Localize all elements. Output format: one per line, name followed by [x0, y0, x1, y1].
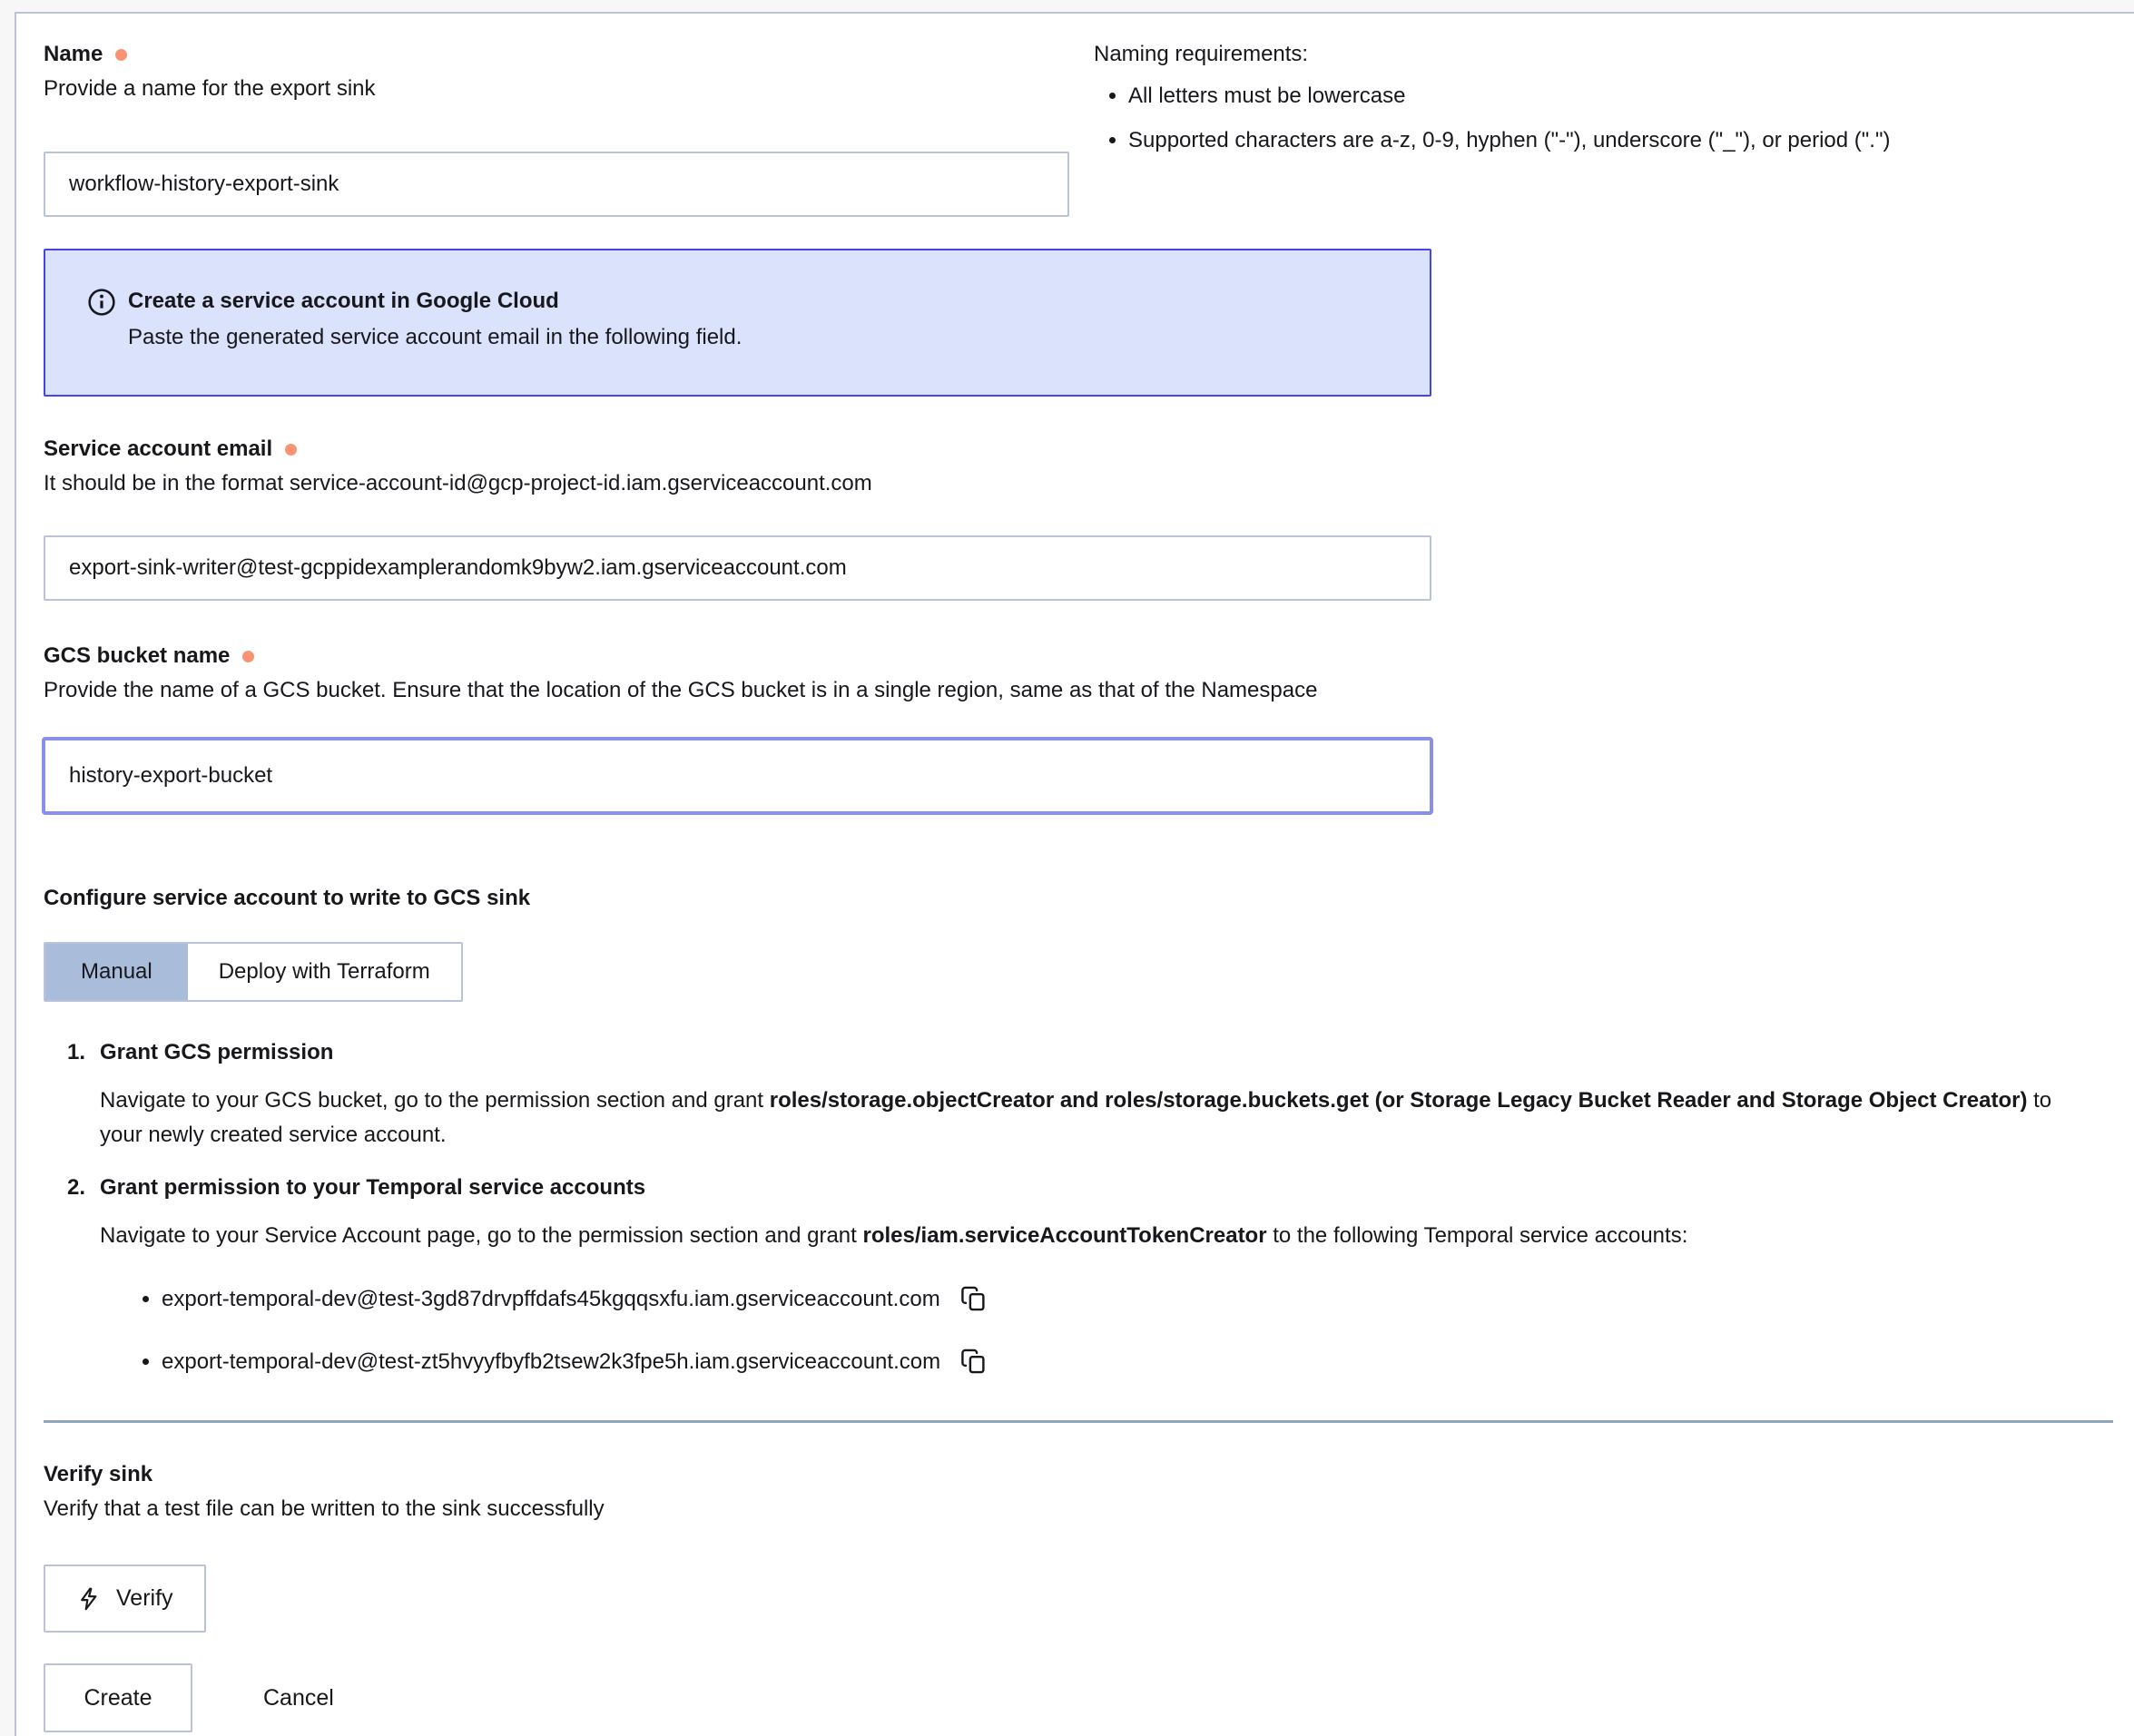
- verify-sink-title: Verify sink: [44, 1462, 153, 1486]
- name-label-row: [44, 41, 1069, 68]
- copy-button[interactable]: [960, 1347, 987, 1376]
- gcs-bucket-field-group: [44, 642, 2119, 815]
- service-account-field-group: [44, 436, 2119, 601]
- sink-config-tabs: [44, 942, 463, 1002]
- step-body-bold: roles/iam.serviceAccountTokenCreator: [862, 1223, 1267, 1248]
- info-banner-title: Create a service account in Google Cloud: [128, 289, 559, 313]
- copy-icon: [960, 1347, 987, 1376]
- service-account-email-input[interactable]: [44, 535, 1431, 601]
- name-label: Name: [44, 42, 103, 66]
- name-field-group: [44, 41, 1069, 217]
- step-title: Grant permission to your Temporal service accounts: [100, 1175, 646, 1200]
- temporal-service-accounts-list: [100, 1284, 2119, 1377]
- service-account-item: [162, 1284, 2119, 1314]
- verify-sink-hint: Verify that a test file can be written to the sink successfully: [44, 1496, 605, 1521]
- step-number: 1.: [67, 1040, 86, 1064]
- info-banner-text: [128, 287, 742, 351]
- lightning-bolt-icon: [76, 1585, 101, 1613]
- step-body-text: Navigate to your GCS bucket, go to the permission section and grant: [100, 1088, 770, 1113]
- verify-sink-section: [44, 1461, 2119, 1633]
- service-account-item: [162, 1347, 2119, 1377]
- service-account-email: export-temporal-dev@test-zt5hvyyfbyfb2tsew2k3fpe5h.iam.gserviceaccount.com: [162, 1349, 941, 1374]
- service-account-label: Service account email: [44, 436, 273, 461]
- name-and-requirements-row: [44, 41, 2119, 217]
- verify-button[interactable]: [44, 1564, 206, 1633]
- naming-requirements-title: Naming requirements:: [1094, 42, 1309, 66]
- service-account-label-row: [44, 436, 2119, 463]
- gcs-bucket-label-row: [44, 642, 2119, 670]
- step-title: Grant GCS permission: [100, 1040, 334, 1064]
- step-number: 2.: [67, 1175, 86, 1200]
- gcs-bucket-label: GCS bucket name: [44, 643, 231, 668]
- export-sink-form-content: [16, 14, 2134, 1732]
- name-hint: Provide a name for the export sink: [44, 76, 376, 101]
- verify-button-label: Verify: [116, 1585, 173, 1611]
- copy-button[interactable]: [960, 1284, 987, 1313]
- step-grant-gcs-permission: [44, 1039, 2119, 1152]
- naming-requirements: [1094, 41, 2119, 172]
- name-input[interactable]: [44, 152, 1069, 217]
- required-dot: [115, 49, 127, 61]
- naming-requirement-item: • Supported characters are a-z, 0-9, hyphen ("-"), underscore ("_"), or period ("."): [1128, 127, 2119, 154]
- step-body-bold: roles/storage.objectCreator and roles/storage.buckets.get (or Storage Legacy Bucket Reader and Storage Object Creator): [769, 1088, 2028, 1113]
- step-grant-temporal-permission: [44, 1174, 2119, 1377]
- configure-section: [44, 885, 2119, 1377]
- gcs-bucket-hint: Provide the name of a GCS bucket. Ensure that the location of the GCS bucket is in a single region, same as that of the Namespace: [44, 678, 1318, 702]
- step-body-text: to your newly created service account.: [100, 1088, 2052, 1147]
- naming-requirements-list: [1094, 83, 2119, 154]
- export-sink-form-panel: [15, 12, 2134, 1736]
- step-body-text: to the following Temporal service accounts:: [1266, 1223, 1688, 1248]
- step-body: [100, 1084, 2083, 1152]
- required-dot: [285, 444, 297, 456]
- step-body: [100, 1219, 2083, 1253]
- service-account-email: export-temporal-dev@test-3gd87drvpffdafs45kgqqsxfu.iam.gserviceaccount.com: [162, 1287, 940, 1311]
- info-banner-body: Paste the generated service account email in the following field.: [128, 325, 742, 349]
- info-banner: [44, 249, 1431, 397]
- configure-section-title: Configure service account to write to GCS sink: [44, 886, 531, 910]
- tab-deploy-with-terraform[interactable]: Deploy with Terraform: [188, 944, 461, 1000]
- tab-manual[interactable]: Manual: [45, 944, 188, 1000]
- section-divider: [44, 1420, 2113, 1423]
- naming-requirement-item: • All letters must be lowercase: [1128, 83, 2119, 110]
- form-actions-row: [44, 1663, 2119, 1732]
- required-dot: [242, 651, 254, 662]
- info-icon: [87, 288, 116, 317]
- service-account-hint: It should be in the format service-account-id@gcp-project-id.iam.gserviceaccount.com: [44, 471, 872, 495]
- copy-icon: [960, 1284, 987, 1313]
- create-button[interactable]: Create: [44, 1663, 192, 1732]
- cancel-button[interactable]: Cancel: [254, 1685, 343, 1711]
- gcs-bucket-name-input[interactable]: [42, 737, 1433, 815]
- step-body-text: Navigate to your Service Account page, go to the permission section and grant: [100, 1223, 863, 1248]
- manual-steps-list: [44, 1039, 2119, 1377]
